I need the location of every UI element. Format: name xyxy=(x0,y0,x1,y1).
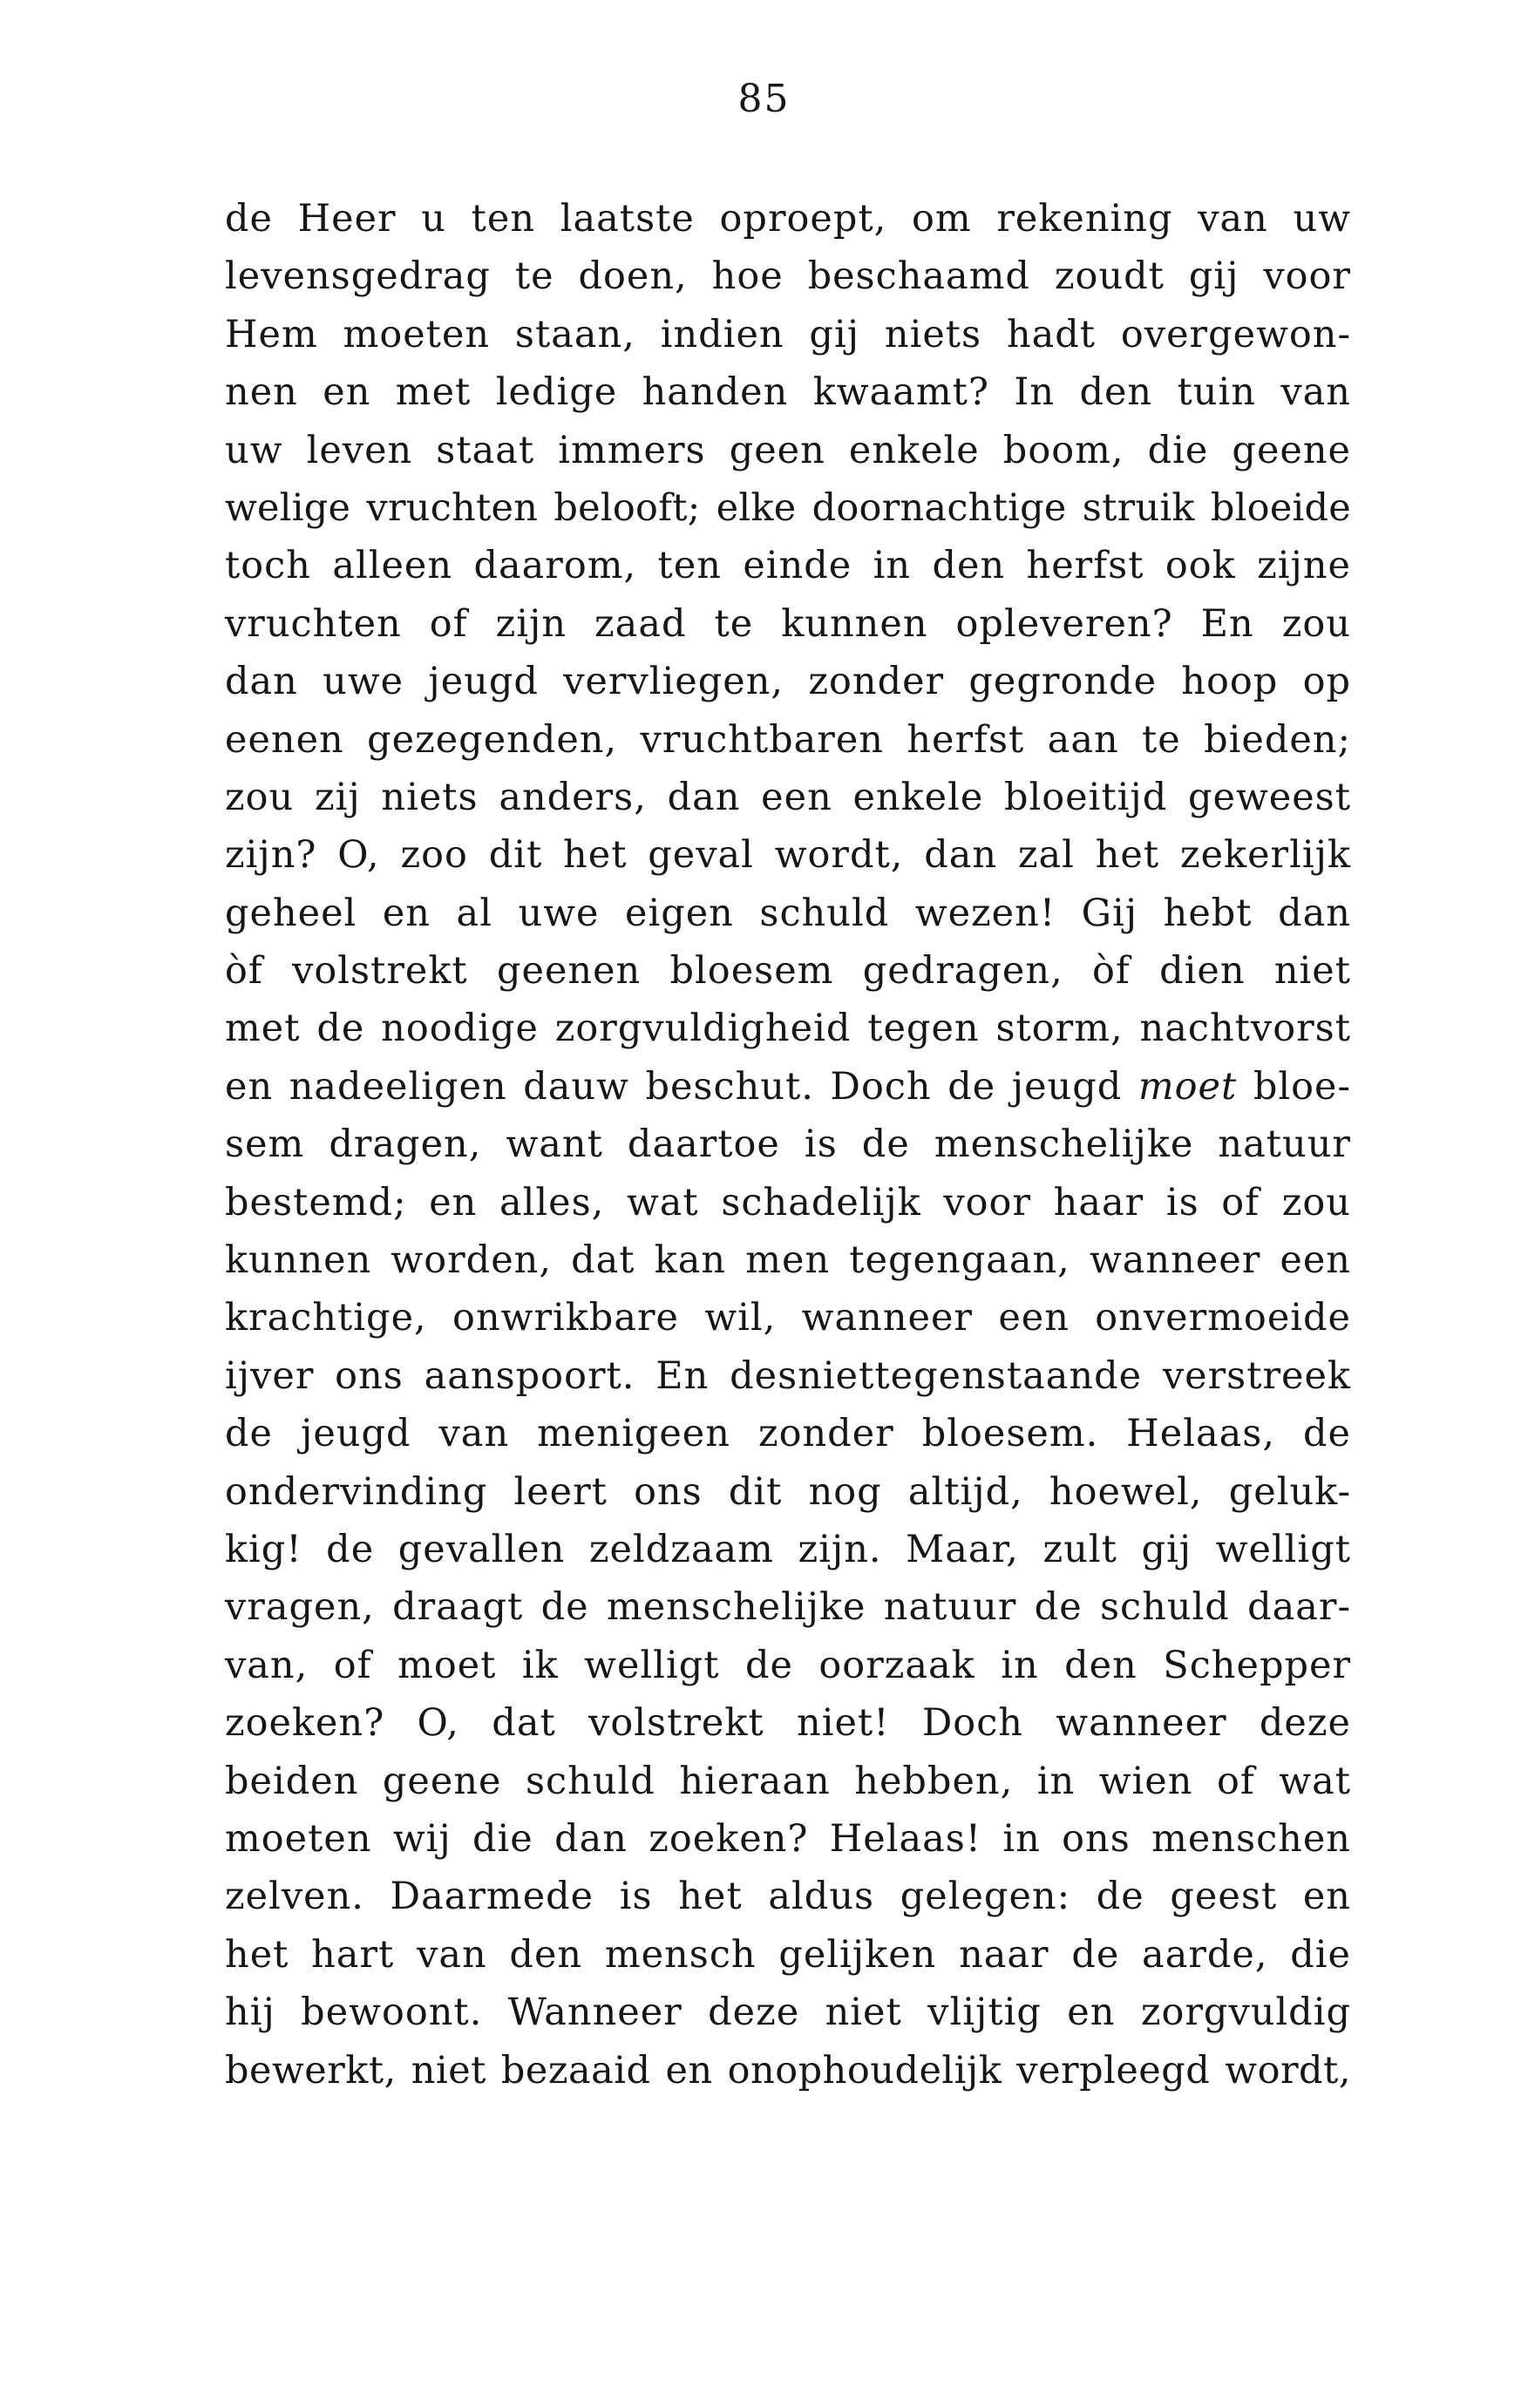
text-line: vruchten of zijn zaad te kunnen opleveren? En zou xyxy=(225,601,1351,646)
text-line: uw leven staat immers geen enkele boom, die geene xyxy=(225,428,1351,472)
text-segment: en nadeeligen dauw beschut. Doch de jeugd xyxy=(225,1064,1123,1109)
text-line: levensgedrag te doen, hoe beschaamd zoudt gij voor xyxy=(225,254,1351,299)
text-line: bestemd; en alles, wat schadelijk voor haar is of zou xyxy=(225,1180,1351,1224)
text-line: ijver ons aanspoort. En desniettegenstaande verstreek xyxy=(225,1353,1351,1398)
text-segment: bloe- xyxy=(1253,1064,1351,1109)
text-line: zoeken? O, dat volstrekt niet! Doch wanneer deze xyxy=(225,1701,1351,1746)
emphasized-word: moet xyxy=(1138,1064,1238,1109)
text-line: de Heer u ten laatste oproept, om rekening van uw xyxy=(225,197,1351,241)
text-line: van, of moet ik welligt de oorzaak in den Schepper xyxy=(225,1643,1351,1687)
text-line: welige vruchten belooft; elke doornachtige struik bloeide xyxy=(225,485,1351,530)
text-line: moeten wij die dan zoeken? Helaas! in ons menschen xyxy=(225,1816,1351,1861)
text-line: bewerkt, niet bezaaid en onophoudelijk verpleegd wordt, xyxy=(225,2048,1351,2093)
text-line: eenen gezegenden, vruchtbaren herfst aan te bieden; xyxy=(225,717,1351,762)
text-line: geheel en al uwe eigen schuld wezen! Gij hebt dan xyxy=(225,891,1351,935)
text-line: Hem moeten staan, indien gij niets hadt overgewon- xyxy=(225,312,1351,356)
text-line: vragen, draagt de menschelijke natuur de schuld daar- xyxy=(225,1585,1351,1630)
body-text xyxy=(225,190,1351,2099)
page-number: 85 xyxy=(737,77,791,121)
text-line-with-emphasis xyxy=(225,1058,1351,1116)
text-line: de jeugd van menigeen zonder bloesem. Helaas, de xyxy=(225,1412,1351,1456)
text-line: zelven. Daarmede is het aldus gelegen: de geest en xyxy=(225,1875,1351,1919)
text-line: met de noodige zorgvuldigheid tegen storm, nachtvorst xyxy=(225,1007,1351,1051)
text-line: sem dragen, want daartoe is de menschelijke natuur xyxy=(225,1123,1351,1167)
text-line: zou zij niets anders, dan een enkele bloeitijd geweest xyxy=(225,775,1351,819)
text-line: nen en met ledige handen kwaamt? In den tuin van xyxy=(225,370,1351,415)
text-line: kunnen worden, dat kan men tegengaan, wanneer een xyxy=(225,1238,1351,1283)
text-line: het hart van den mensch gelijken naar de aarde, die xyxy=(225,1932,1351,1977)
text-line: dan uwe jeugd vervliegen, zonder gegronde hoop op xyxy=(225,660,1351,704)
text-line: toch alleen daarom, ten einde in den herfst ook zijne xyxy=(225,544,1351,588)
text-line: hij bewoont. Wanneer deze niet vlijtig en zorgvuldig xyxy=(225,1991,1351,2035)
text-line: zijn? O, zoo dit het geval wordt, dan zal het zekerlijk xyxy=(225,833,1351,878)
text-line: kig! de gevallen zeldzaam zijn. Maar, zult gij welligt xyxy=(225,1527,1351,1571)
text-line: ondervinding leert ons dit nog altijd, hoewel, geluk- xyxy=(225,1469,1351,1514)
text-line: òf volstrekt geenen bloesem gedragen, òf dien niet xyxy=(225,949,1351,994)
text-line: beiden geene schuld hieraan hebben, in wien of wat xyxy=(225,1759,1351,1803)
text-line: krachtige, onwrikbare wil, wanneer een onvermoeide xyxy=(225,1296,1351,1340)
